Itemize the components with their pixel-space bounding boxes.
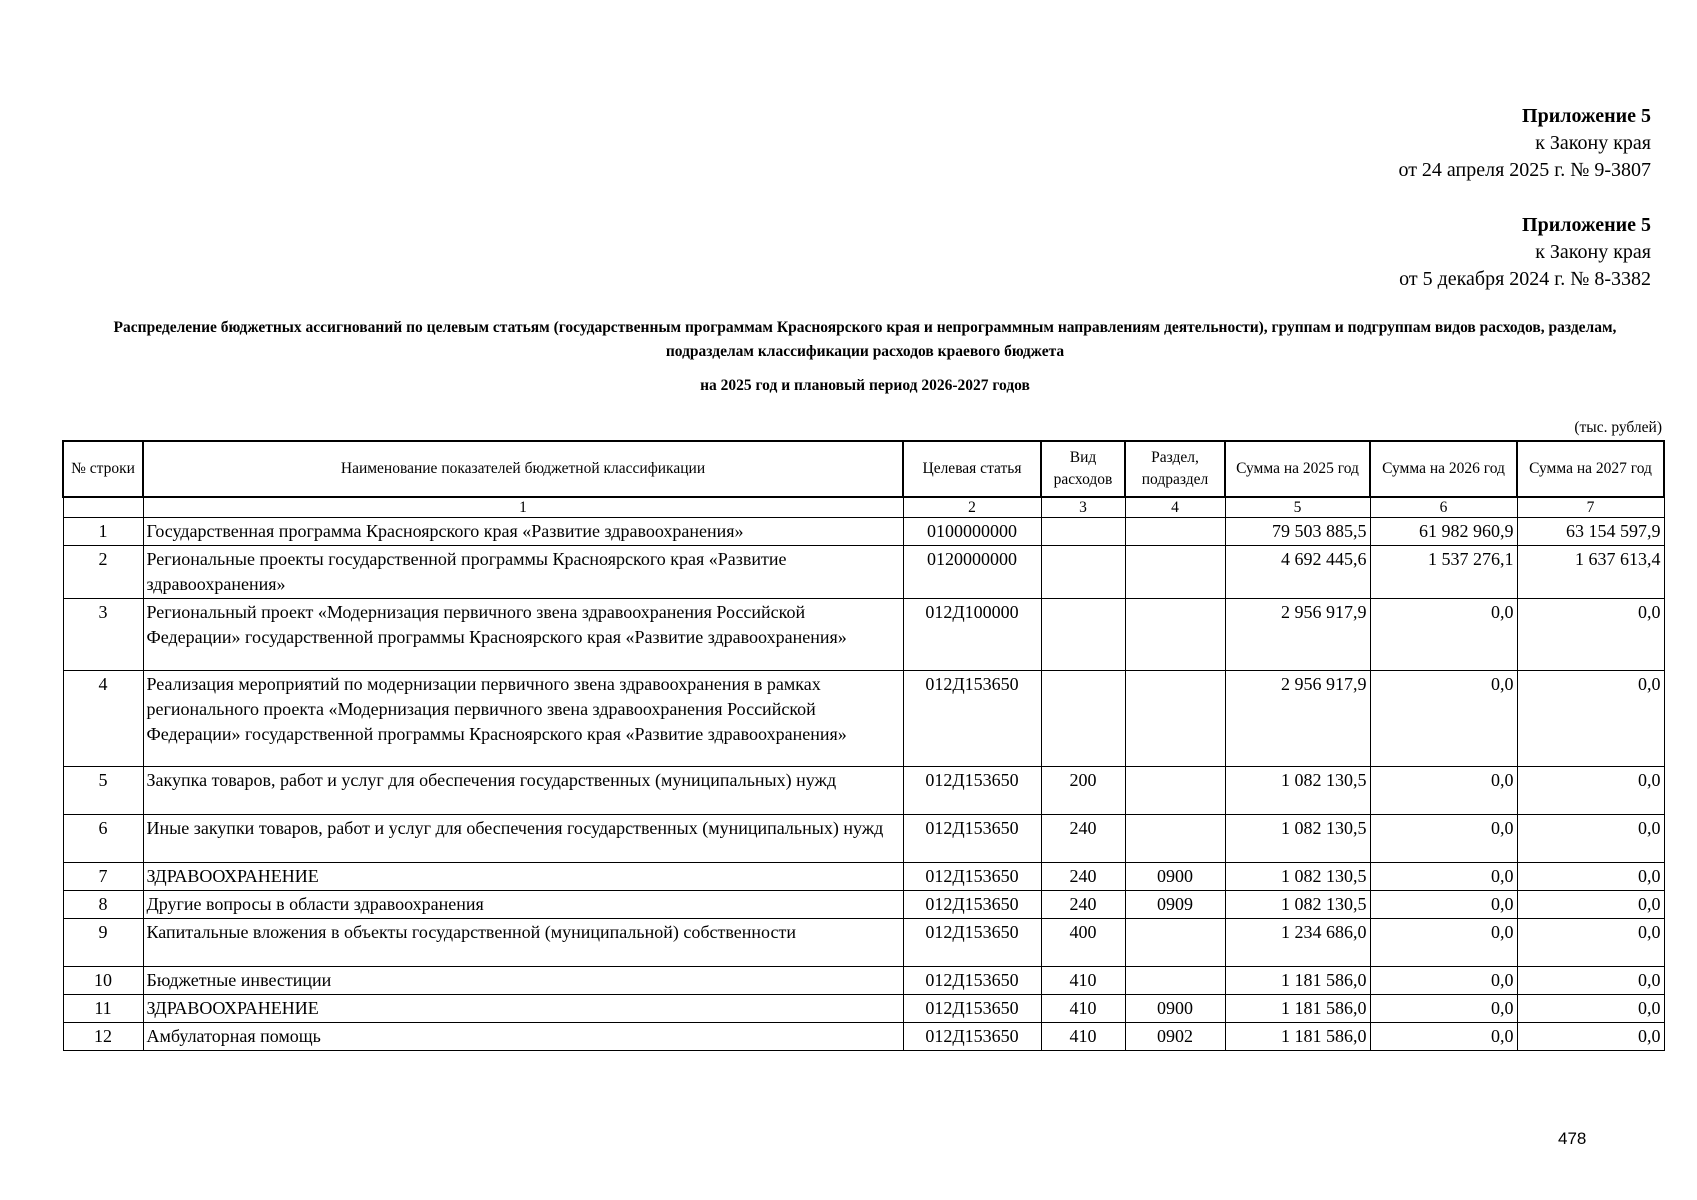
row-sum-2025: 79 503 885,5 <box>1225 518 1370 546</box>
table-row <box>63 863 1664 891</box>
row-name: Капитальные вложения в объекты государственной (муниципальной) собственности <box>143 919 903 967</box>
units-label: (тыс. рублей) <box>1574 419 1662 436</box>
row-section <box>1125 546 1225 599</box>
row-number: 2 <box>63 546 143 599</box>
row-sum-2027: 0,0 <box>1517 967 1664 995</box>
page-number: 478 <box>1558 1129 1587 1148</box>
document-period: на 2025 год и плановый период 2026-2027 годов <box>700 377 1030 394</box>
header-row-no: № строки <box>63 441 143 497</box>
row-target-article: 012Д100000 <box>903 599 1041 671</box>
table-row <box>63 995 1664 1023</box>
row-sum-2027: 0,0 <box>1517 815 1664 863</box>
table-row <box>63 518 1664 546</box>
row-number: 6 <box>63 815 143 863</box>
row-name: Другие вопросы в области здравоохранения <box>143 891 903 919</box>
appendix-law-ref: к Закону края <box>1535 132 1651 154</box>
row-target-article: 012Д153650 <box>903 863 1041 891</box>
row-section <box>1125 518 1225 546</box>
row-target-article: 012Д153650 <box>903 767 1041 815</box>
row-sum-2025: 1 234 686,0 <box>1225 919 1370 967</box>
row-expense-kind <box>1041 599 1125 671</box>
table-row <box>63 967 1664 995</box>
row-expense-kind: 240 <box>1041 863 1125 891</box>
row-number: 9 <box>63 919 143 967</box>
row-expense-kind: 410 <box>1041 995 1125 1023</box>
row-sum-2026: 0,0 <box>1370 599 1517 671</box>
budget-table <box>62 440 1665 1051</box>
row-sum-2025: 1 082 130,5 <box>1225 815 1370 863</box>
row-section <box>1125 967 1225 995</box>
row-expense-kind: 240 <box>1041 891 1125 919</box>
column-number: 4 <box>1125 497 1225 518</box>
row-number: 4 <box>63 671 143 767</box>
row-expense-kind <box>1041 546 1125 599</box>
table-row <box>63 891 1664 919</box>
row-name: Реализация мероприятий по модернизации первичного звена здравоохранения в рамках регионального проекта «Модернизация первичного звена здравоохранения Российской Федерации» государственной программы Красноярского края «Развитие здравоохранения» <box>143 671 903 767</box>
document-title: Распределение бюджетных ассигнований по целевым статьям (государственным программам Красноярского края и непрограммным направлениям деятельности), группам и подгруппам видов расходов, разделам, подразделам классификации расходов краевого бюджета <box>113 319 1617 360</box>
appendix-law-ref: к Закону края <box>1535 241 1651 263</box>
row-section <box>1125 599 1225 671</box>
table-row <box>63 919 1664 967</box>
row-number: 5 <box>63 767 143 815</box>
row-name: ЗДРАВООХРАНЕНИЕ <box>143 995 903 1023</box>
appendix-title: Приложение 5 <box>1522 214 1651 236</box>
row-section: 0900 <box>1125 863 1225 891</box>
header-sum-2025: Сумма на 2025 год <box>1225 441 1370 497</box>
header-name: Наименование показателей бюджетной классификации <box>143 441 903 497</box>
row-expense-kind <box>1041 671 1125 767</box>
row-expense-kind: 200 <box>1041 767 1125 815</box>
row-sum-2026: 0,0 <box>1370 863 1517 891</box>
column-number <box>63 497 143 518</box>
row-sum-2026: 0,0 <box>1370 891 1517 919</box>
row-section: 0902 <box>1125 1023 1225 1051</box>
column-number: 7 <box>1517 497 1664 518</box>
table-row <box>63 1023 1664 1051</box>
row-sum-2027: 0,0 <box>1517 995 1664 1023</box>
row-sum-2025: 2 956 917,9 <box>1225 599 1370 671</box>
row-sum-2027: 1 637 613,4 <box>1517 546 1664 599</box>
row-target-article: 012Д153650 <box>903 671 1041 767</box>
header-target: Целевая статья <box>903 441 1041 497</box>
row-section: 0909 <box>1125 891 1225 919</box>
row-sum-2026: 0,0 <box>1370 967 1517 995</box>
column-number: 3 <box>1041 497 1125 518</box>
row-sum-2025: 1 082 130,5 <box>1225 767 1370 815</box>
header-section: Раздел, подраздел <box>1125 441 1225 497</box>
row-sum-2027: 0,0 <box>1517 671 1664 767</box>
row-name: Региональные проекты государственной программы Красноярского края «Развитие здравоохранения» <box>143 546 903 599</box>
row-sum-2025: 1 082 130,5 <box>1225 891 1370 919</box>
row-expense-kind: 400 <box>1041 919 1125 967</box>
row-sum-2025: 1 181 586,0 <box>1225 967 1370 995</box>
header-row <box>63 441 1664 497</box>
row-sum-2025: 1 181 586,0 <box>1225 995 1370 1023</box>
row-number: 3 <box>63 599 143 671</box>
row-sum-2026: 0,0 <box>1370 995 1517 1023</box>
row-sum-2025: 4 692 445,6 <box>1225 546 1370 599</box>
row-name: Амбулаторная помощь <box>143 1023 903 1051</box>
row-sum-2027: 63 154 597,9 <box>1517 518 1664 546</box>
row-sum-2025: 2 956 917,9 <box>1225 671 1370 767</box>
column-number: 5 <box>1225 497 1370 518</box>
row-section <box>1125 767 1225 815</box>
row-number: 8 <box>63 891 143 919</box>
row-name: Иные закупки товаров, работ и услуг для обеспечения государственных (муниципальных) нужд <box>143 815 903 863</box>
row-sum-2026: 0,0 <box>1370 919 1517 967</box>
row-target-article: 0120000000 <box>903 546 1041 599</box>
row-target-article: 012Д153650 <box>903 919 1041 967</box>
column-number: 1 <box>143 497 903 518</box>
row-sum-2026: 0,0 <box>1370 1023 1517 1051</box>
row-name: Бюджетные инвестиции <box>143 967 903 995</box>
row-sum-2027: 0,0 <box>1517 599 1664 671</box>
row-number: 10 <box>63 967 143 995</box>
row-number: 1 <box>63 518 143 546</box>
row-name: Закупка товаров, работ и услуг для обеспечения государственных (муниципальных) нужд <box>143 767 903 815</box>
row-target-article: 012Д153650 <box>903 995 1041 1023</box>
row-sum-2026: 0,0 <box>1370 671 1517 767</box>
appendix-title: Приложение 5 <box>1522 105 1651 127</box>
table-row <box>63 815 1664 863</box>
row-target-article: 012Д153650 <box>903 891 1041 919</box>
row-section <box>1125 815 1225 863</box>
row-target-article: 0100000000 <box>903 518 1041 546</box>
appendix-block-1 <box>1398 103 1651 184</box>
row-section: 0900 <box>1125 995 1225 1023</box>
row-name: ЗДРАВООХРАНЕНИЕ <box>143 863 903 891</box>
row-sum-2026: 1 537 276,1 <box>1370 546 1517 599</box>
row-sum-2027: 0,0 <box>1517 1023 1664 1051</box>
row-target-article: 012Д153650 <box>903 815 1041 863</box>
row-sum-2025: 1 181 586,0 <box>1225 1023 1370 1051</box>
row-sum-2026: 0,0 <box>1370 767 1517 815</box>
row-expense-kind: 410 <box>1041 1023 1125 1051</box>
appendix-law-date: от 5 декабря 2024 г. № 8-3382 <box>1399 268 1651 290</box>
row-name: Государственная программа Красноярского края «Развитие здравоохранения» <box>143 518 903 546</box>
row-number: 7 <box>63 863 143 891</box>
column-number: 6 <box>1370 497 1517 518</box>
row-expense-kind: 240 <box>1041 815 1125 863</box>
row-section <box>1125 671 1225 767</box>
row-number: 11 <box>63 995 143 1023</box>
row-expense-kind: 410 <box>1041 967 1125 995</box>
header-kind: Вид расходов <box>1041 441 1125 497</box>
row-sum-2027: 0,0 <box>1517 919 1664 967</box>
table-row <box>63 671 1664 767</box>
row-expense-kind <box>1041 518 1125 546</box>
appendix-block-2 <box>1399 212 1651 293</box>
row-sum-2027: 0,0 <box>1517 891 1664 919</box>
column-number: 2 <box>903 497 1041 518</box>
table-row <box>63 767 1664 815</box>
row-sum-2026: 0,0 <box>1370 815 1517 863</box>
row-sum-2025: 1 082 130,5 <box>1225 863 1370 891</box>
header-sum-2026: Сумма на 2026 год <box>1370 441 1517 497</box>
row-section <box>1125 919 1225 967</box>
table-row <box>63 546 1664 599</box>
row-sum-2027: 0,0 <box>1517 863 1664 891</box>
row-sum-2026: 61 982 960,9 <box>1370 518 1517 546</box>
appendix-law-date: от 24 апреля 2025 г. № 9-3807 <box>1398 159 1651 181</box>
row-target-article: 012Д153650 <box>903 967 1041 995</box>
row-name: Региональный проект «Модернизация первичного звена здравоохранения Российской Федерации» государственной программы Красноярского края «Развитие здравоохранения» <box>143 599 903 671</box>
table-row <box>63 599 1664 671</box>
row-number: 12 <box>63 1023 143 1051</box>
row-sum-2027: 0,0 <box>1517 767 1664 815</box>
column-numbers-row <box>63 497 1664 518</box>
header-sum-2027: Сумма на 2027 год <box>1517 441 1664 497</box>
row-target-article: 012Д153650 <box>903 1023 1041 1051</box>
